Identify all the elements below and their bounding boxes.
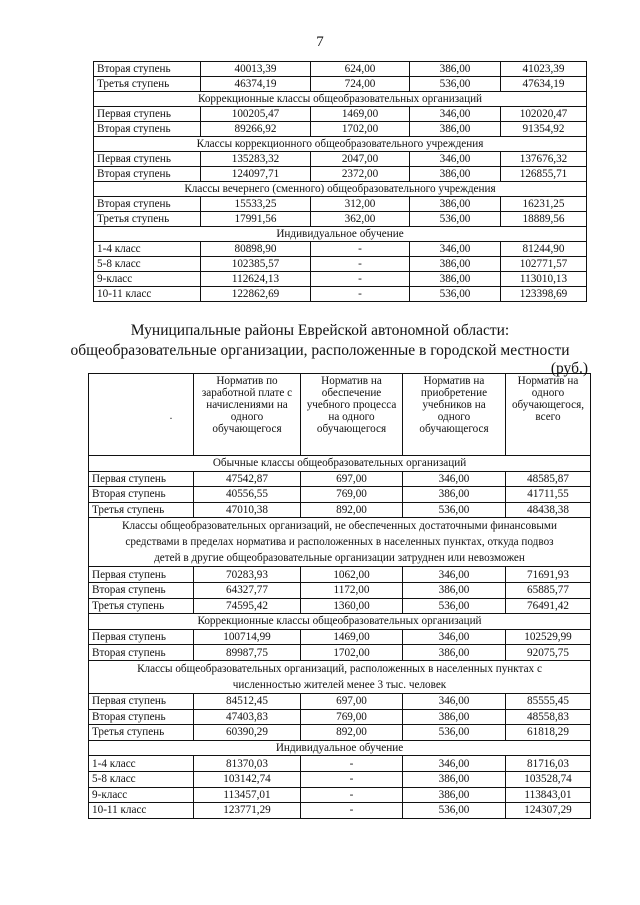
value-cell: 536,00 [403,502,506,518]
value-cell: 346,00 [403,693,506,709]
row-label-cell: Третья ступень [94,212,201,227]
section-title: Классы вечернего (сменного) общеобразовательного учреждения [94,182,587,197]
table-row [94,62,587,77]
currency-unit: (руб.) [550,360,588,377]
table-row [89,502,591,518]
value-cell: 386,00 [410,257,501,272]
value-cell: 346,00 [410,242,501,257]
table-row [89,709,591,725]
section-title-line: Классы общеобразовательных организаций, не обеспеченных достаточными финансовыми [122,520,557,533]
value-cell: 123398,69 [501,287,587,302]
header-total-normative: Норматив на одного обучающегося, всего [506,374,591,456]
value-cell: 135283,32 [201,152,311,167]
table-row [89,487,591,503]
row-label-cell: Вторая ступень [94,197,201,212]
value-cell: 536,00 [403,598,506,614]
value-cell: - [301,756,403,772]
row-label-cell: Вторая ступень [94,122,201,137]
value-cell: 113843,01 [506,787,591,803]
row-label-cell: Вторая ступень [89,709,194,725]
header-education-process-normative: Норматив на обеспечение учебного процесса на одного обучающегося [301,374,403,456]
value-cell: 41711,55 [506,487,591,503]
row-label-cell: 10-11 класс [94,287,201,302]
value-cell: 769,00 [301,709,403,725]
value-cell: 697,00 [301,693,403,709]
value-cell: 386,00 [403,787,506,803]
header-row-label-cell [89,374,194,456]
section-row [94,227,587,242]
value-cell: 48558,83 [506,709,591,725]
row-label-cell: 1-4 класс [89,756,194,772]
value-cell: 386,00 [410,62,501,77]
table-row [89,803,591,819]
value-cell: - [301,787,403,803]
table-header-row [89,374,591,456]
value-cell: 386,00 [403,771,506,787]
value-cell: 15533,25 [201,197,311,212]
value-cell: 102771,57 [501,257,587,272]
value-cell: 64327,77 [194,582,301,598]
value-cell: 80898,90 [201,242,311,257]
section-title-line: средствами в пределах норматива и расположенных в населенных пунктах, откуда подвоз [125,536,554,549]
value-cell: 122862,69 [201,287,311,302]
section-heading-line-2: общеобразовательные организации, расположенные в городской местности [70,342,570,359]
table-row [94,167,587,182]
row-label-cell: Первая ступень [94,152,201,167]
table-row [89,771,591,787]
value-cell: 47403,83 [194,709,301,725]
section-title-line: детей в другие общеобразовательные организации затруднен или невозможен [154,552,525,565]
value-cell: 536,00 [403,803,506,819]
row-label-cell: Вторая ступень [89,645,194,661]
value-cell: 346,00 [410,107,501,122]
value-cell: 346,00 [403,567,506,583]
value-cell: 89266,92 [201,122,311,137]
value-cell: 386,00 [410,167,501,182]
table-row [94,122,587,137]
value-cell: - [311,287,410,302]
value-cell: 536,00 [410,287,501,302]
value-cell: - [301,771,403,787]
section-title [89,660,591,693]
value-cell: 71691,93 [506,567,591,583]
row-label-cell: Первая ступень [94,107,201,122]
table-row [94,257,587,272]
value-cell: 47542,87 [194,471,301,487]
value-cell: 113457,01 [194,787,301,803]
value-cell: 312,00 [311,197,410,212]
value-cell: 81716,03 [506,756,591,772]
value-cell: 103528,74 [506,771,591,787]
header-mark: · [169,412,173,425]
value-cell: 123771,29 [194,803,301,819]
row-label-cell: Третья ступень [89,598,194,614]
value-cell: 46374,19 [201,77,311,92]
row-label-cell: Вторая ступень [94,62,201,77]
value-cell: 100205,47 [201,107,311,122]
section-title: Обычные классы общеобразовательных организаций [89,456,591,472]
section-title-line: численностью жителей менее 3 тыс. человек [232,678,447,691]
value-cell: 91354,92 [501,122,587,137]
row-label-cell: Вторая ступень [89,487,194,503]
section-title: Индивидуальное обучение [94,227,587,242]
value-cell: 892,00 [301,502,403,518]
section-title-line: Классы общеобразовательных организаций, расположенных в населенных пунктах с [137,662,542,675]
row-label-cell: Третья ступень [89,725,194,741]
section-title: Классы коррекционного общеобразовательного учреждения [94,137,587,152]
value-cell: 70283,93 [194,567,301,583]
table-row [89,582,591,598]
value-cell: 386,00 [410,197,501,212]
row-label-cell: Третья ступень [89,502,194,518]
row-label-cell: 10-11 класс [89,803,194,819]
value-cell: 1172,00 [301,582,403,598]
table-row [94,242,587,257]
value-cell: 386,00 [403,582,506,598]
table-row [94,77,587,92]
table-row [89,787,591,803]
value-cell: 113010,13 [501,272,587,287]
normatives-table-continued [93,61,587,302]
value-cell: - [301,803,403,819]
value-cell: 61818,29 [506,725,591,741]
table-row [89,645,591,661]
section-row [89,614,591,630]
municipal-urban-normatives-table [88,373,591,819]
section-title: Коррекционные классы общеобразовательных организаций [94,92,587,107]
row-label-cell: Вторая ступень [94,167,201,182]
value-cell: 84512,45 [194,693,301,709]
value-cell: 17991,56 [201,212,311,227]
value-cell: 81244,90 [501,242,587,257]
table-row [94,212,587,227]
value-cell: 102020,47 [501,107,587,122]
value-cell: - [311,257,410,272]
table-row [89,756,591,772]
section-title: Индивидуальное обучение [89,740,591,756]
header-textbooks-normative: Норматив на приобретение учебников на одного обучающегося [403,374,506,456]
section-row [89,456,591,472]
value-cell: 40556,55 [194,487,301,503]
value-cell: 346,00 [403,756,506,772]
value-cell: 74595,42 [194,598,301,614]
value-cell: 1360,00 [301,598,403,614]
value-cell: 124307,29 [506,803,591,819]
value-cell: 65885,77 [506,582,591,598]
value-cell: 2047,00 [311,152,410,167]
value-cell: 126855,71 [501,167,587,182]
row-label-cell: 1-4 класс [94,242,201,257]
table-row [89,598,591,614]
table-row [89,567,591,583]
value-cell: 48438,38 [506,502,591,518]
value-cell: 16231,25 [501,197,587,212]
value-cell: 1702,00 [311,122,410,137]
value-cell: 386,00 [410,122,501,137]
table-row [94,107,587,122]
value-cell: 624,00 [311,62,410,77]
table-row [94,287,587,302]
value-cell: 81370,03 [194,756,301,772]
row-label-cell: Третья ступень [94,77,201,92]
value-cell: 536,00 [410,212,501,227]
value-cell: 18889,56 [501,212,587,227]
value-cell: 137676,32 [501,152,587,167]
row-label-cell: 5-8 класс [89,771,194,787]
row-label-cell: 5-8 класс [94,257,201,272]
value-cell: 41023,39 [501,62,587,77]
value-cell: 103142,74 [194,771,301,787]
section-row [89,660,591,693]
table-row [94,152,587,167]
value-cell: 89987,75 [194,645,301,661]
value-cell: 362,00 [311,212,410,227]
section-heading-line-1: Муниципальные районы Еврейской автономной области: [130,322,510,339]
table-row [94,197,587,212]
value-cell: 47010,38 [194,502,301,518]
value-cell: 112624,13 [201,272,311,287]
table-row [94,272,587,287]
value-cell: 1469,00 [301,629,403,645]
value-cell: 85555,45 [506,693,591,709]
value-cell: 724,00 [311,77,410,92]
value-cell: 2372,00 [311,167,410,182]
section-title [89,518,591,567]
value-cell: 346,00 [410,152,501,167]
header-salary-normative: Норматив по заработной плате с начислениями на одного обучающегося [194,374,301,456]
section-row [94,137,587,152]
table-row [89,693,591,709]
page-number: 7 [316,34,324,50]
section-title: Коррекционные классы общеобразовательных организаций [89,614,591,630]
section-row [89,518,591,567]
value-cell: 48585,87 [506,471,591,487]
section-row [89,740,591,756]
value-cell: 386,00 [403,645,506,661]
value-cell: 1702,00 [301,645,403,661]
value-cell: - [311,242,410,257]
value-cell: 1062,00 [301,567,403,583]
value-cell: 92075,75 [506,645,591,661]
row-label-cell: 9-класс [94,272,201,287]
value-cell: 102385,57 [201,257,311,272]
value-cell: 386,00 [410,272,501,287]
value-cell: - [311,272,410,287]
value-cell: 536,00 [403,725,506,741]
table-row [89,471,591,487]
value-cell: 124097,71 [201,167,311,182]
value-cell: 769,00 [301,487,403,503]
section-row [94,182,587,197]
value-cell: 536,00 [410,77,501,92]
row-label-cell: Первая ступень [89,471,194,487]
value-cell: 697,00 [301,471,403,487]
value-cell: 346,00 [403,629,506,645]
row-label-cell: Первая ступень [89,629,194,645]
value-cell: 386,00 [403,487,506,503]
table-row [89,629,591,645]
value-cell: 100714,99 [194,629,301,645]
value-cell: 47634,19 [501,77,587,92]
value-cell: 892,00 [301,725,403,741]
section-row [94,92,587,107]
row-label-cell: Первая ступень [89,567,194,583]
value-cell: 76491,42 [506,598,591,614]
row-label-cell: 9-класс [89,787,194,803]
value-cell: 1469,00 [311,107,410,122]
table-row [89,725,591,741]
value-cell: 346,00 [403,471,506,487]
row-label-cell: Вторая ступень [89,582,194,598]
value-cell: 386,00 [403,709,506,725]
value-cell: 40013,39 [201,62,311,77]
value-cell: 102529,99 [506,629,591,645]
row-label-cell: Первая ступень [89,693,194,709]
value-cell: 60390,29 [194,725,301,741]
